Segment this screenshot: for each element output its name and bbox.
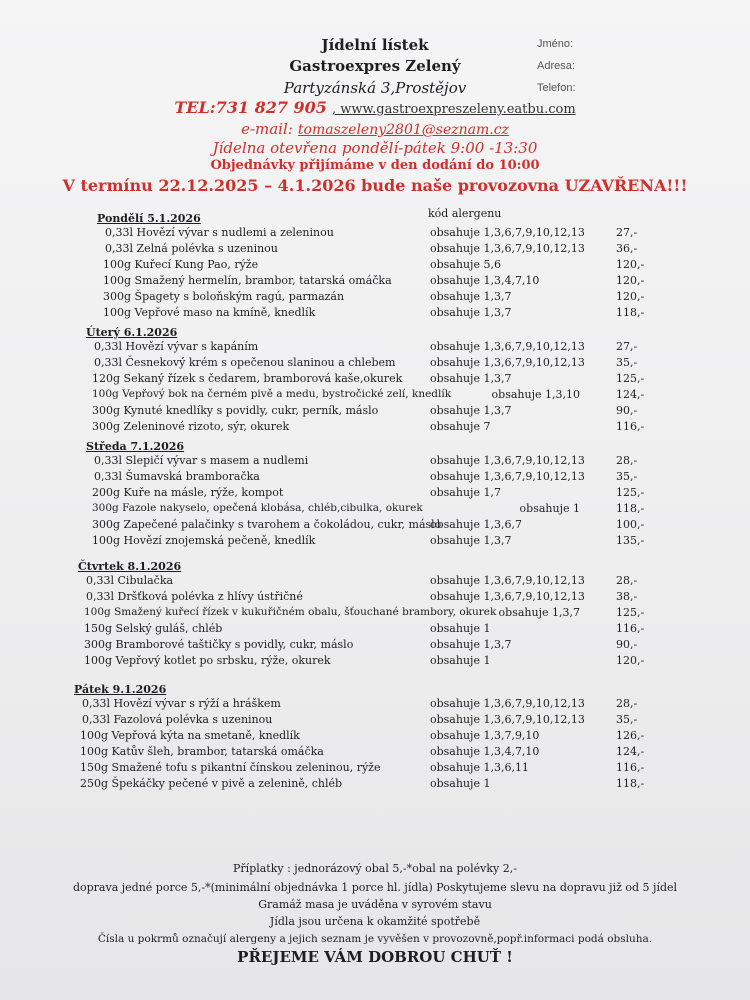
- menu-item-portion: 100g: [103, 306, 132, 319]
- menu-item-price: 120,-: [616, 654, 645, 667]
- menu-item-name: Vepřové maso na kmíně, knedlík: [134, 306, 316, 319]
- footer-allergens: Čísla u pokrmů označují alergeny a jejich seznam je vyvěšen v provozovně,popř.informaci podá obsluha.: [97, 933, 653, 945]
- menu-item-price: 90,-: [616, 404, 638, 417]
- menu-item-dish: [103, 306, 315, 319]
- menu-item-dish: [86, 590, 303, 603]
- opening-hours: Jídelna otevřena pondělí-pátek 9:00 -13:30: [212, 139, 538, 157]
- company-name: Gastroexpres Zelený: [289, 57, 461, 75]
- menu-item-dish: [105, 226, 334, 239]
- menu-item-dish: [86, 574, 173, 587]
- address: Partyzánská 3,Prostějov: [283, 79, 467, 97]
- menu-item-allergens: obsahuje 1: [519, 502, 580, 515]
- menu-item-name: Vepřová kýta na smetaně, knedlík: [111, 729, 300, 742]
- email-link[interactable]: tomaszeleny2801@seznam.cz: [297, 122, 509, 138]
- menu-item-dish: [92, 420, 289, 433]
- menu-item-dish: [80, 745, 324, 758]
- menu-item-name: Smažené tofu s pikantní čínskou zeleninou, rýže: [111, 761, 381, 774]
- menu-item-allergens: obsahuje 1,3,7: [498, 606, 580, 619]
- menu-item: [0, 486, 750, 500]
- email-label: e-mail:: [241, 120, 293, 138]
- menu-item-allergens: obsahuje 1,3,4,7,10: [430, 745, 540, 758]
- menu-item: [0, 654, 750, 668]
- menu-item-dish: [94, 454, 308, 467]
- menu-item-allergens: obsahuje 1,3,4,7,10: [430, 274, 540, 287]
- menu-item: [0, 340, 750, 354]
- phone-number: TEL:731 827 905: [174, 98, 327, 117]
- menu-item-price: 126,-: [616, 729, 645, 742]
- menu-item-allergens: obsahuje 1,3,6,7,9,10,12,13: [430, 340, 585, 353]
- menu-item-allergens: obsahuje 1,3,7: [430, 534, 512, 547]
- menu-item-name: Hovězí vývar s kapáním: [125, 340, 259, 353]
- menu-item-allergens: obsahuje 1,3,7,9,10: [430, 729, 540, 742]
- menu-item-allergens: obsahuje 7: [430, 420, 491, 433]
- menu-item-dish: [92, 486, 283, 499]
- menu-item-dish: [84, 606, 496, 618]
- menu-item: [0, 420, 750, 434]
- menu-item-name: Dršťková polévka z hlívy ústřičné: [117, 590, 303, 603]
- menu-item-allergens: obsahuje 1: [430, 654, 491, 667]
- menu-item-allergens: obsahuje 1,3,6,11: [430, 761, 529, 774]
- menu-item: [0, 372, 750, 386]
- menu-item-dish: [92, 404, 378, 417]
- menu-item-allergens: obsahuje 5,6: [430, 258, 501, 271]
- menu-item-allergens: obsahuje 1,3,6,7,9,10,12,13: [430, 242, 585, 255]
- menu-item-allergens: obsahuje 1,3,7: [430, 290, 512, 303]
- menu-item-name: Smažený kuřecí řízek v kukuřičném obalu, šťouchané brambory, okurek: [114, 606, 497, 618]
- menu-item-price: 35,-: [616, 713, 638, 726]
- menu-item-dish: [84, 638, 353, 651]
- menu-item-portion: 200g: [92, 486, 121, 499]
- menu-item-dish: [84, 622, 222, 635]
- day-heading: Čtvrtek 8.1.2026: [78, 560, 182, 573]
- menu-item-portion: 300g: [92, 404, 121, 417]
- menu-item-dish: [80, 761, 380, 774]
- menu-item-portion: 150g: [84, 622, 113, 635]
- menu-item-allergens: obsahuje 1,3,6,7,9,10,12,13: [430, 697, 585, 710]
- menu-item-portion: 150g: [80, 761, 109, 774]
- menu-item: [0, 729, 750, 743]
- menu-item-price: 36,-: [616, 242, 638, 255]
- menu-item-name: Česnekový krém s opečenou slaninou a chlebem: [125, 356, 396, 369]
- menu-item: [0, 290, 750, 304]
- menu-item-name: Zelná polévka s uzeninou: [136, 242, 278, 255]
- email-line: [0, 119, 750, 138]
- menu-item-dish: [92, 502, 423, 514]
- menu-item-name: Vepřový bok na černém pivě a medu, bystročické zelí, knedlík: [122, 388, 452, 400]
- menu-item-name: Kynuté knedlíky s povidly, cukr, perník, máslo: [123, 404, 379, 417]
- closure-notice: V termínu 22.12.2025 – 4.1.2026 bude naše provozovna UZAVŘENA!!!: [62, 176, 688, 195]
- menu-item-name: Sekaný řízek s čedarem, bramborová kaše,okurek: [123, 372, 403, 385]
- address-field-label: Adresa:: [537, 60, 575, 72]
- menu-item-name: Bramborové taštičky s povidly, cukr, máslo: [115, 638, 354, 651]
- menu-item: [0, 388, 750, 402]
- menu-item-portion: 300g: [103, 290, 132, 303]
- menu-item-price: 124,-: [616, 745, 645, 758]
- menu-item: [0, 777, 750, 791]
- menu-item-name: Zeleninové rizoto, sýr, okurek: [123, 420, 290, 433]
- menu-item-price: 118,-: [616, 777, 645, 790]
- menu-item: [0, 470, 750, 484]
- menu-item: [0, 590, 750, 604]
- menu-item-price: 116,-: [616, 622, 645, 635]
- menu-item-price: 125,-: [616, 606, 645, 619]
- menu-item-portion: 300g: [92, 502, 119, 514]
- menu-item-price: 120,-: [616, 290, 645, 303]
- menu-item: [0, 404, 750, 418]
- menu-item-portion: 100g: [84, 606, 111, 618]
- menu-item-name: Špekáčky pečené v pivě a zelenině, chléb: [111, 777, 343, 790]
- menu-item-portion: 300g: [84, 638, 113, 651]
- menu-item-price: 116,-: [616, 420, 645, 433]
- menu-item: [0, 534, 750, 548]
- menu-item-portion: 100g: [84, 654, 113, 667]
- menu-item-price: 90,-: [616, 638, 638, 651]
- menu-item-dish: [103, 290, 344, 303]
- menu-item-price: 125,-: [616, 372, 645, 385]
- menu-item-portion: 0,33l: [94, 356, 123, 369]
- name-field-label: Jméno:: [537, 38, 574, 50]
- menu-item-allergens: obsahuje 1,7: [430, 486, 501, 499]
- menu-item-name: Slepičí vývar s masem a nudlemi: [125, 454, 309, 467]
- menu-title: Jídelní lístek: [321, 36, 429, 54]
- day-heading: Středa 7.1.2026: [86, 440, 185, 453]
- menu-item-portion: 250g: [80, 777, 109, 790]
- menu-item: [0, 574, 750, 588]
- menu-item: [0, 502, 750, 516]
- menu-item-name: Katův šleh, brambor, tatarská omáčka: [111, 745, 324, 758]
- footer-surcharges: Příplatky : jednorázový obal 5,-*obal na polévky 2,-: [233, 862, 517, 875]
- menu-item-name: Zapečené palačinky s tvarohem a čokoládou, cukr, máslo: [123, 518, 442, 531]
- menu-item-price: 120,-: [616, 274, 645, 287]
- menu-item: [0, 622, 750, 636]
- menu-item-allergens: obsahuje 1,3,6,7,9,10,12,13: [430, 454, 585, 467]
- footer-meat-weight: Gramáž masa je uváděna v syrovém stavu: [258, 898, 492, 911]
- menu-item-name: Kuře na másle, rýže, kompot: [123, 486, 284, 499]
- footer-greeting: PŘEJEME VÁM DOBROU CHUŤ !: [237, 948, 513, 966]
- menu-item-dish: [80, 777, 342, 790]
- menu-item-portion: 100g: [92, 388, 119, 400]
- menu-item-name: Hovězí vývar s rýží a hráškem: [113, 697, 281, 710]
- menu-item: [0, 745, 750, 759]
- menu-item: [0, 518, 750, 532]
- day-heading: Pátek 9.1.2026: [74, 683, 167, 696]
- menu-item: [0, 638, 750, 652]
- menu-item-portion: 120g: [92, 372, 121, 385]
- menu-item-dish: [84, 654, 331, 667]
- menu-item-price: 38,-: [616, 590, 638, 603]
- menu-item: [0, 606, 750, 620]
- menu-item-name: Fazole nakyselo, opečená klobása, chléb,cibulka, okurek: [122, 502, 423, 514]
- menu-item-allergens: obsahuje 1,3,6,7,9,10,12,13: [430, 356, 585, 369]
- menu-item-dish: [94, 470, 260, 483]
- menu-item-price: 27,-: [616, 226, 638, 239]
- menu-item-allergens: obsahuje 1,3,7: [430, 638, 512, 651]
- menu-item-dish: [92, 372, 402, 385]
- day-heading: Úterý 6.1.2026: [86, 326, 178, 339]
- menu-item: [0, 242, 750, 256]
- menu-item-price: 125,-: [616, 486, 645, 499]
- menu-item-allergens: obsahuje 1: [430, 622, 491, 635]
- menu-item-price: 100,-: [616, 518, 645, 531]
- menu-item-name: Smažený hermelín, brambor, tatarská omáčka: [134, 274, 392, 287]
- menu-item-price: 118,-: [616, 502, 645, 515]
- menu-item-price: 28,-: [616, 454, 638, 467]
- menu-item-dish: [94, 356, 395, 369]
- menu-item-name: Fazolová polévka s uzeninou: [113, 713, 273, 726]
- menu-item-dish: [82, 713, 272, 726]
- menu-item-name: Hovězí znojemská pečeně, knedlík: [123, 534, 316, 547]
- menu-item-allergens: obsahuje 1,3,7: [430, 372, 512, 385]
- menu-item-portion: 100g: [103, 274, 132, 287]
- menu-item-portion: 0,33l: [94, 470, 123, 483]
- menu-item-price: 116,-: [616, 761, 645, 774]
- website-link[interactable]: , www.gastroexpreszeleny.eatbu.com: [332, 102, 576, 117]
- menu-item-price: 27,-: [616, 340, 638, 353]
- menu-item-portion: 100g: [80, 745, 109, 758]
- day-heading: Pondělí 5.1.2026: [97, 212, 201, 225]
- menu-item-portion: 0,33l: [86, 574, 115, 587]
- menu-item-price: 28,-: [616, 574, 638, 587]
- menu-item-price: 120,-: [616, 258, 645, 271]
- menu-item-price: 135,-: [616, 534, 645, 547]
- menu-item-portion: 0,33l: [105, 242, 134, 255]
- menu-item-allergens: obsahuje 1,3,6,7,9,10,12,13: [430, 470, 585, 483]
- menu-item-dish: [82, 697, 281, 710]
- menu-item-name: Selský guláš, chléb: [115, 622, 223, 635]
- menu-item-name: Vepřový kotlet po srbsku, rýže, okurek: [115, 654, 331, 667]
- orders-notice: Objednávky přijímáme v den dodání do 10:00: [210, 158, 540, 173]
- menu-item-dish: [103, 258, 258, 271]
- menu-item-name: Šumavská bramboračka: [125, 470, 260, 483]
- menu-item-portion: 100g: [80, 729, 109, 742]
- menu-item-price: 35,-: [616, 356, 638, 369]
- menu-item-dish: [92, 388, 451, 400]
- menu-item-name: Hovězí vývar s nudlemi a zeleninou: [136, 226, 334, 239]
- menu-item: [0, 761, 750, 775]
- menu-item-allergens: obsahuje 1,3,7: [430, 306, 512, 319]
- menu-item-dish: [103, 274, 392, 287]
- allergen-column-header: kód alergenu: [428, 207, 502, 220]
- menu-item: [0, 274, 750, 288]
- menu-item-allergens: obsahuje 1,3,6,7,9,10,12,13: [430, 574, 585, 587]
- menu-item-dish: [92, 518, 441, 531]
- menu-item-dish: [105, 242, 278, 255]
- menu-item-portion: 300g: [92, 420, 121, 433]
- menu-item-dish: [92, 534, 315, 547]
- menu-item-dish: [80, 729, 300, 742]
- menu-item-allergens: obsahuje 1,3,6,7,9,10,12,13: [430, 226, 585, 239]
- footer-immediate: Jídla jsou určena k okamžité spotřebě: [269, 915, 481, 928]
- menu-item-allergens: obsahuje 1: [430, 777, 491, 790]
- menu-item-name: Špagety s boloňským ragú, parmazán: [134, 290, 345, 303]
- phone-field-label: Telefon:: [537, 82, 576, 94]
- menu-item-portion: 100g: [103, 258, 132, 271]
- menu-item-price: 35,-: [616, 470, 638, 483]
- menu-item-name: Cibulačka: [117, 574, 174, 587]
- menu-item-allergens: obsahuje 1,3,10: [491, 388, 580, 401]
- menu-item-price: 28,-: [616, 697, 638, 710]
- menu-item-allergens: obsahuje 1,3,6,7: [430, 518, 522, 531]
- menu-item-portion: 0,33l: [94, 340, 123, 353]
- menu-item-portion: 100g: [92, 534, 121, 547]
- menu-item-price: 124,-: [616, 388, 645, 401]
- menu-item-allergens: obsahuje 1,3,6,7,9,10,12,13: [430, 590, 585, 603]
- menu-item: [0, 454, 750, 468]
- menu-item-portion: 0,33l: [94, 454, 123, 467]
- menu-item-allergens: obsahuje 1,3,6,7,9,10,12,13: [430, 713, 585, 726]
- menu-item-portion: 0,33l: [82, 713, 111, 726]
- menu-item: [0, 258, 750, 272]
- menu-item: [0, 713, 750, 727]
- menu-item-dish: [94, 340, 258, 353]
- menu-item: [0, 356, 750, 370]
- menu-item-portion: 0,33l: [82, 697, 111, 710]
- menu-item-portion: 0,33l: [86, 590, 115, 603]
- menu-item-allergens: obsahuje 1,3,7: [430, 404, 512, 417]
- menu-item-portion: 0,33l: [105, 226, 134, 239]
- menu-item: [0, 226, 750, 240]
- menu-item-price: 118,-: [616, 306, 645, 319]
- menu-item-name: Kuřecí Kung Pao, rýže: [134, 258, 259, 271]
- footer-delivery: doprava jedné porce 5,-*(minimální objednávka 1 porce hl. jídla) Poskytujeme slevu na dopravu již od 5 jídel: [72, 881, 678, 894]
- menu-item-portion: 300g: [92, 518, 121, 531]
- menu-item: [0, 697, 750, 711]
- menu-item: [0, 306, 750, 320]
- contact-line: [0, 98, 750, 117]
